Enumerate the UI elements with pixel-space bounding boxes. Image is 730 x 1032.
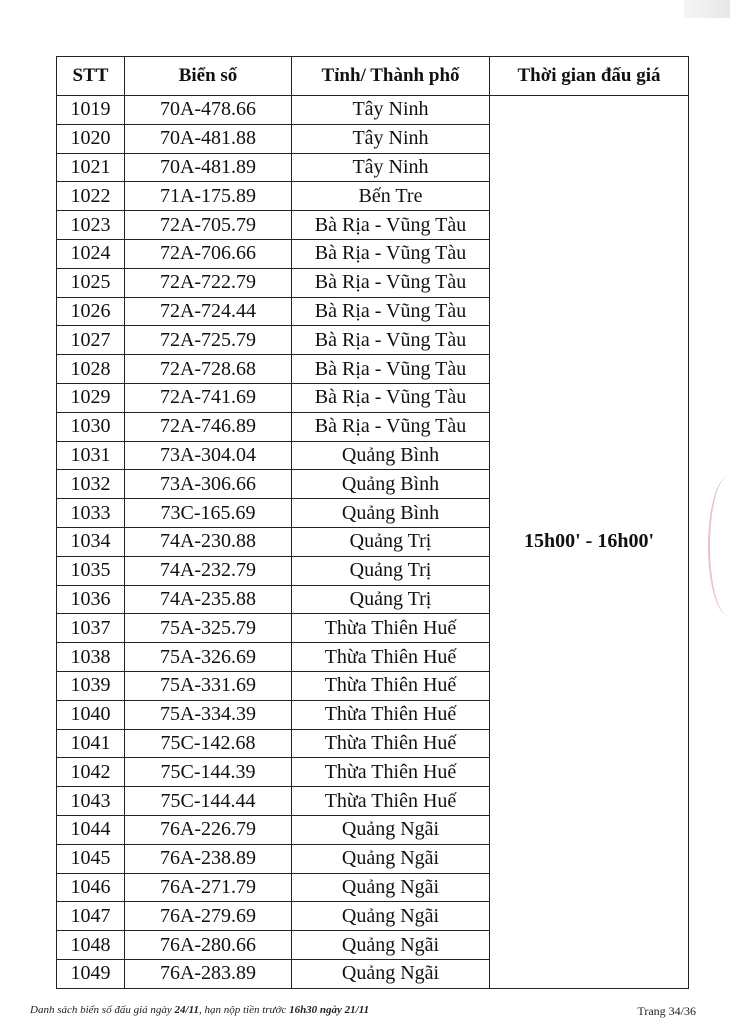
province-cell: Bà Rịa - Vũng Tàu xyxy=(292,412,490,441)
plate-cell: 75A-326.69 xyxy=(125,643,292,672)
stt-cell: 1029 xyxy=(57,383,125,412)
province-cell: Bến Tre xyxy=(292,182,490,211)
stamp-edge xyxy=(708,476,730,616)
plate-cell: 75C-144.39 xyxy=(125,758,292,787)
province-cell: Quảng Trị xyxy=(292,556,490,585)
stt-cell: 1036 xyxy=(57,585,125,614)
province-cell: Bà Rịa - Vũng Tàu xyxy=(292,355,490,384)
plate-cell: 72A-706.66 xyxy=(125,239,292,268)
province-cell: Quảng Bình xyxy=(292,499,490,528)
province-cell: Thừa Thiên Huế xyxy=(292,787,490,816)
province-cell: Tây Ninh xyxy=(292,96,490,125)
plate-cell: 72A-725.79 xyxy=(125,326,292,355)
plate-cell: 71A-175.89 xyxy=(125,182,292,211)
footer-note xyxy=(30,1004,369,1019)
plate-cell: 73A-306.66 xyxy=(125,470,292,499)
plate-cell: 72A-724.44 xyxy=(125,297,292,326)
stt-cell: 1021 xyxy=(57,153,125,182)
plate-cell: 72A-741.69 xyxy=(125,383,292,412)
footer-deadline: 16h30 ngày 21/11 xyxy=(289,1004,370,1016)
stt-cell: 1049 xyxy=(57,959,125,988)
header-stt: STT xyxy=(57,57,125,96)
plate-cell: 76A-280.66 xyxy=(125,931,292,960)
plate-cell: 76A-283.89 xyxy=(125,959,292,988)
plate-cell: 74A-232.79 xyxy=(125,556,292,585)
stt-cell: 1032 xyxy=(57,470,125,499)
province-cell: Bà Rịa - Vũng Tàu xyxy=(292,383,490,412)
plate-cell: 70A-481.89 xyxy=(125,153,292,182)
stt-cell: 1035 xyxy=(57,556,125,585)
stt-cell: 1043 xyxy=(57,787,125,816)
plate-cell: 75C-142.68 xyxy=(125,729,292,758)
province-cell: Bà Rịa - Vũng Tàu xyxy=(292,239,490,268)
table-row xyxy=(57,96,689,125)
footer-middle: , hạn nộp tiền trước xyxy=(198,1004,287,1016)
province-cell: Tây Ninh xyxy=(292,124,490,153)
plate-cell: 72A-705.79 xyxy=(125,211,292,240)
plate-cell: 72A-728.68 xyxy=(125,355,292,384)
page-footer xyxy=(30,1004,696,1019)
stt-cell: 1044 xyxy=(57,815,125,844)
stt-cell: 1030 xyxy=(57,412,125,441)
province-cell: Quảng Ngãi xyxy=(292,815,490,844)
footer-prefix: Danh sách biển số đấu giá ngày xyxy=(30,1004,172,1016)
stt-cell: 1034 xyxy=(57,527,125,556)
stt-cell: 1039 xyxy=(57,671,125,700)
province-cell: Quảng Ngãi xyxy=(292,959,490,988)
province-cell: Thừa Thiên Huế xyxy=(292,700,490,729)
province-cell: Thừa Thiên Huế xyxy=(292,729,490,758)
stt-cell: 1033 xyxy=(57,499,125,528)
stt-cell: 1047 xyxy=(57,902,125,931)
stt-cell: 1045 xyxy=(57,844,125,873)
stt-cell: 1038 xyxy=(57,643,125,672)
stt-cell: 1031 xyxy=(57,441,125,470)
stt-cell: 1041 xyxy=(57,729,125,758)
plate-cell: 73C-165.69 xyxy=(125,499,292,528)
province-cell: Thừa Thiên Huế xyxy=(292,758,490,787)
province-cell: Quảng Trị xyxy=(292,527,490,556)
plate-cell: 74A-230.88 xyxy=(125,527,292,556)
stt-cell: 1048 xyxy=(57,931,125,960)
stt-cell: 1026 xyxy=(57,297,125,326)
province-cell: Quảng Trị xyxy=(292,585,490,614)
plate-cell: 72A-722.79 xyxy=(125,268,292,297)
province-cell: Bà Rịa - Vũng Tàu xyxy=(292,268,490,297)
province-cell: Thừa Thiên Huế xyxy=(292,614,490,643)
province-cell: Quảng Ngãi xyxy=(292,931,490,960)
province-cell: Bà Rịa - Vũng Tàu xyxy=(292,326,490,355)
plate-cell: 72A-746.89 xyxy=(125,412,292,441)
stt-cell: 1019 xyxy=(57,96,125,125)
province-cell: Quảng Bình xyxy=(292,441,490,470)
plate-cell: 75A-334.39 xyxy=(125,700,292,729)
plate-cell: 76A-279.69 xyxy=(125,902,292,931)
stt-cell: 1020 xyxy=(57,124,125,153)
plate-cell: 73A-304.04 xyxy=(125,441,292,470)
plate-cell: 76A-226.79 xyxy=(125,815,292,844)
table-body xyxy=(57,96,689,989)
plate-cell: 75C-144.44 xyxy=(125,787,292,816)
stt-cell: 1037 xyxy=(57,614,125,643)
plate-auction-table xyxy=(56,56,689,989)
header-plate: Biển số xyxy=(125,57,292,96)
province-cell: Quảng Bình xyxy=(292,470,490,499)
stt-cell: 1023 xyxy=(57,211,125,240)
stt-cell: 1027 xyxy=(57,326,125,355)
province-cell: Quảng Ngãi xyxy=(292,873,490,902)
province-cell: Tây Ninh xyxy=(292,153,490,182)
plate-cell: 76A-238.89 xyxy=(125,844,292,873)
province-cell: Quảng Ngãi xyxy=(292,902,490,931)
province-cell: Bà Rịa - Vũng Tàu xyxy=(292,211,490,240)
page-number: Trang 34/36 xyxy=(637,1004,696,1018)
header-time: Thời gian đấu giá xyxy=(490,57,689,96)
stt-cell: 1024 xyxy=(57,239,125,268)
province-cell: Thừa Thiên Huế xyxy=(292,671,490,700)
stt-cell: 1046 xyxy=(57,873,125,902)
plate-cell: 75A-331.69 xyxy=(125,671,292,700)
province-cell: Thừa Thiên Huế xyxy=(292,643,490,672)
plate-cell: 75A-325.79 xyxy=(125,614,292,643)
stt-cell: 1022 xyxy=(57,182,125,211)
scan-corner-mark xyxy=(684,0,730,18)
auction-time-cell: 15h00' - 16h00' xyxy=(490,96,689,989)
plate-cell: 74A-235.88 xyxy=(125,585,292,614)
stt-cell: 1025 xyxy=(57,268,125,297)
province-cell: Bà Rịa - Vũng Tàu xyxy=(292,297,490,326)
table-header-row xyxy=(57,57,689,96)
plate-cell: 76A-271.79 xyxy=(125,873,292,902)
stt-cell: 1028 xyxy=(57,355,125,384)
plate-cell: 70A-481.88 xyxy=(125,124,292,153)
stt-cell: 1042 xyxy=(57,758,125,787)
province-cell: Quảng Ngãi xyxy=(292,844,490,873)
plate-cell: 70A-478.66 xyxy=(125,96,292,125)
header-province: Tỉnh/ Thành phố xyxy=(292,57,490,96)
stt-cell: 1040 xyxy=(57,700,125,729)
footer-date: 24/11 xyxy=(174,1004,199,1016)
